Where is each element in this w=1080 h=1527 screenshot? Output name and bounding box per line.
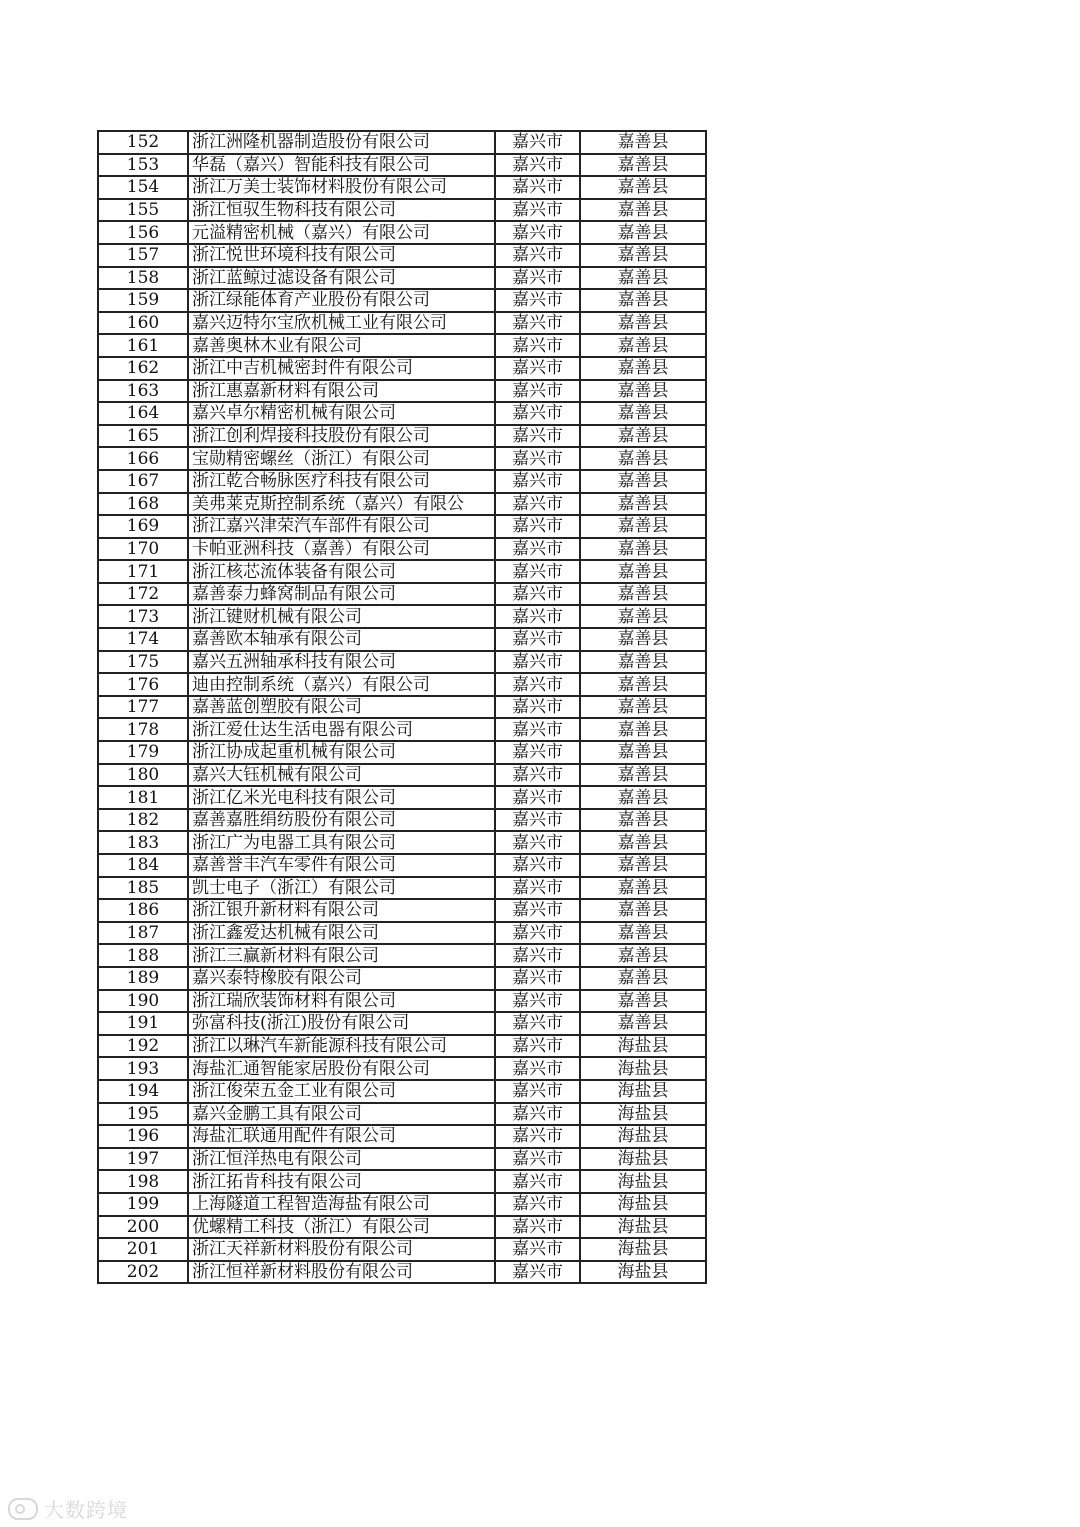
table-row bbox=[98, 402, 706, 425]
county-name-cell: 嘉善县 bbox=[580, 402, 706, 425]
company-list-table bbox=[97, 130, 707, 1284]
company-name-cell: 浙江绿能体育产业股份有限公司 bbox=[188, 289, 495, 312]
county-name-cell: 嘉善县 bbox=[580, 312, 706, 335]
company-name-cell: 嘉善泰力蜂窝制品有限公司 bbox=[188, 583, 495, 606]
company-name-cell: 嘉善誉丰汽车零件有限公司 bbox=[188, 854, 495, 877]
company-name-cell: 宝勋精密螺丝（浙江）有限公司 bbox=[188, 447, 495, 470]
county-name-cell: 嘉善县 bbox=[580, 967, 706, 990]
company-name-cell: 浙江中吉机械密封件有限公司 bbox=[188, 357, 495, 380]
county-name-cell: 海盐县 bbox=[580, 1238, 706, 1261]
county-name-cell: 嘉善县 bbox=[580, 786, 706, 809]
city-name-cell: 嘉兴市 bbox=[495, 425, 580, 448]
row-number-cell: 159 bbox=[98, 289, 188, 312]
county-name-cell: 嘉善县 bbox=[580, 470, 706, 493]
row-number-cell: 178 bbox=[98, 718, 188, 741]
row-number-cell: 172 bbox=[98, 583, 188, 606]
row-number-cell: 177 bbox=[98, 696, 188, 719]
city-name-cell: 嘉兴市 bbox=[495, 493, 580, 516]
table-row bbox=[98, 1103, 706, 1126]
table-row bbox=[98, 380, 706, 403]
city-name-cell: 嘉兴市 bbox=[495, 741, 580, 764]
county-name-cell: 海盐县 bbox=[580, 1103, 706, 1126]
county-name-cell: 海盐县 bbox=[580, 1170, 706, 1193]
city-name-cell: 嘉兴市 bbox=[495, 1012, 580, 1035]
city-name-cell: 嘉兴市 bbox=[495, 244, 580, 267]
county-name-cell: 海盐县 bbox=[580, 1080, 706, 1103]
city-name-cell: 嘉兴市 bbox=[495, 944, 580, 967]
table-row bbox=[98, 131, 706, 154]
company-name-cell: 海盐汇联通用配件有限公司 bbox=[188, 1125, 495, 1148]
table-row bbox=[98, 854, 706, 877]
company-name-cell: 浙江洲隆机器制造股份有限公司 bbox=[188, 131, 495, 154]
row-number-cell: 190 bbox=[98, 990, 188, 1013]
company-name-cell: 浙江三赢新材料有限公司 bbox=[188, 944, 495, 967]
city-name-cell: 嘉兴市 bbox=[495, 696, 580, 719]
table-row bbox=[98, 1080, 706, 1103]
company-name-cell: 嘉兴大钰机械有限公司 bbox=[188, 764, 495, 787]
row-number-cell: 161 bbox=[98, 334, 188, 357]
row-number-cell: 163 bbox=[98, 380, 188, 403]
row-number-cell: 176 bbox=[98, 673, 188, 696]
row-number-cell: 155 bbox=[98, 199, 188, 222]
company-name-cell: 凯士电子（浙江）有限公司 bbox=[188, 877, 495, 900]
city-name-cell: 嘉兴市 bbox=[495, 447, 580, 470]
county-name-cell: 嘉善县 bbox=[580, 425, 706, 448]
county-name-cell: 嘉善县 bbox=[580, 267, 706, 290]
city-name-cell: 嘉兴市 bbox=[495, 154, 580, 177]
row-number-cell: 202 bbox=[98, 1261, 188, 1284]
county-name-cell: 嘉善县 bbox=[580, 176, 706, 199]
table-row bbox=[98, 1238, 706, 1261]
table-row bbox=[98, 470, 706, 493]
city-name-cell: 嘉兴市 bbox=[495, 380, 580, 403]
table-row bbox=[98, 493, 706, 516]
city-name-cell: 嘉兴市 bbox=[495, 1080, 580, 1103]
county-name-cell: 嘉善县 bbox=[580, 131, 706, 154]
city-name-cell: 嘉兴市 bbox=[495, 176, 580, 199]
county-name-cell: 嘉善县 bbox=[580, 154, 706, 177]
city-name-cell: 嘉兴市 bbox=[495, 854, 580, 877]
company-name-cell: 浙江爱仕达生活电器有限公司 bbox=[188, 718, 495, 741]
row-number-cell: 175 bbox=[98, 651, 188, 674]
county-name-cell: 海盐县 bbox=[580, 1057, 706, 1080]
city-name-cell: 嘉兴市 bbox=[495, 967, 580, 990]
city-name-cell: 嘉兴市 bbox=[495, 651, 580, 674]
city-name-cell: 嘉兴市 bbox=[495, 357, 580, 380]
table-row bbox=[98, 1170, 706, 1193]
company-name-cell: 迪由控制系统（嘉兴）有限公司 bbox=[188, 673, 495, 696]
table-row bbox=[98, 267, 706, 290]
row-number-cell: 200 bbox=[98, 1216, 188, 1239]
table-row bbox=[98, 357, 706, 380]
company-name-cell: 弥富科技(浙江)股份有限公司 bbox=[188, 1012, 495, 1035]
city-name-cell: 嘉兴市 bbox=[495, 718, 580, 741]
row-number-cell: 174 bbox=[98, 628, 188, 651]
table-row bbox=[98, 718, 706, 741]
city-name-cell: 嘉兴市 bbox=[495, 267, 580, 290]
company-name-cell: 嘉善嘉胜绢纺股份有限公司 bbox=[188, 809, 495, 832]
county-name-cell: 嘉善县 bbox=[580, 515, 706, 538]
company-name-cell: 浙江乾合畅脉医疗科技有限公司 bbox=[188, 470, 495, 493]
table-body bbox=[98, 131, 706, 1283]
county-name-cell: 海盐县 bbox=[580, 1193, 706, 1216]
county-name-cell: 嘉善县 bbox=[580, 605, 706, 628]
row-number-cell: 164 bbox=[98, 402, 188, 425]
city-name-cell: 嘉兴市 bbox=[495, 877, 580, 900]
row-number-cell: 194 bbox=[98, 1080, 188, 1103]
county-name-cell: 嘉善县 bbox=[580, 199, 706, 222]
company-name-cell: 浙江俊荣五金工业有限公司 bbox=[188, 1080, 495, 1103]
row-number-cell: 193 bbox=[98, 1057, 188, 1080]
company-name-cell: 浙江以琳汽车新能源科技有限公司 bbox=[188, 1035, 495, 1058]
table-row bbox=[98, 199, 706, 222]
county-name-cell: 海盐县 bbox=[580, 1216, 706, 1239]
city-name-cell: 嘉兴市 bbox=[495, 1238, 580, 1261]
company-name-cell: 浙江惠嘉新材料有限公司 bbox=[188, 380, 495, 403]
table-row bbox=[98, 764, 706, 787]
table-row bbox=[98, 538, 706, 561]
county-name-cell: 嘉善县 bbox=[580, 357, 706, 380]
table-row bbox=[98, 809, 706, 832]
table-row bbox=[98, 1057, 706, 1080]
table-row bbox=[98, 786, 706, 809]
row-number-cell: 152 bbox=[98, 131, 188, 154]
company-name-cell: 嘉兴卓尔精密机械有限公司 bbox=[188, 402, 495, 425]
row-number-cell: 171 bbox=[98, 560, 188, 583]
city-name-cell: 嘉兴市 bbox=[495, 583, 580, 606]
city-name-cell: 嘉兴市 bbox=[495, 1216, 580, 1239]
company-name-cell: 浙江创利焊接科技股份有限公司 bbox=[188, 425, 495, 448]
watermark bbox=[8, 1494, 128, 1523]
company-name-cell: 浙江恒洋热电有限公司 bbox=[188, 1148, 495, 1171]
table-row bbox=[98, 673, 706, 696]
row-number-cell: 198 bbox=[98, 1170, 188, 1193]
row-number-cell: 187 bbox=[98, 922, 188, 945]
company-name-cell: 嘉兴迈特尔宝欣机械工业有限公司 bbox=[188, 312, 495, 335]
city-name-cell: 嘉兴市 bbox=[495, 221, 580, 244]
county-name-cell: 嘉善县 bbox=[580, 538, 706, 561]
row-number-cell: 197 bbox=[98, 1148, 188, 1171]
table-row bbox=[98, 1261, 706, 1284]
row-number-cell: 184 bbox=[98, 854, 188, 877]
row-number-cell: 192 bbox=[98, 1035, 188, 1058]
table-row bbox=[98, 221, 706, 244]
city-name-cell: 嘉兴市 bbox=[495, 1035, 580, 1058]
row-number-cell: 196 bbox=[98, 1125, 188, 1148]
county-name-cell: 嘉善县 bbox=[580, 990, 706, 1013]
county-name-cell: 嘉善县 bbox=[580, 560, 706, 583]
table-row bbox=[98, 741, 706, 764]
company-name-cell: 浙江拓肯科技有限公司 bbox=[188, 1170, 495, 1193]
company-name-cell: 浙江亿米光电科技有限公司 bbox=[188, 786, 495, 809]
table-row bbox=[98, 899, 706, 922]
city-name-cell: 嘉兴市 bbox=[495, 199, 580, 222]
company-name-cell: 嘉兴泰特橡胶有限公司 bbox=[188, 967, 495, 990]
table-row bbox=[98, 628, 706, 651]
county-name-cell: 嘉善县 bbox=[580, 764, 706, 787]
company-name-cell: 嘉善奥林木业有限公司 bbox=[188, 334, 495, 357]
row-number-cell: 158 bbox=[98, 267, 188, 290]
row-number-cell: 154 bbox=[98, 176, 188, 199]
table-row bbox=[98, 1148, 706, 1171]
city-name-cell: 嘉兴市 bbox=[495, 312, 580, 335]
row-number-cell: 183 bbox=[98, 831, 188, 854]
table-row bbox=[98, 967, 706, 990]
row-number-cell: 169 bbox=[98, 515, 188, 538]
county-name-cell: 嘉善县 bbox=[580, 334, 706, 357]
table-row bbox=[98, 990, 706, 1013]
table-row bbox=[98, 515, 706, 538]
row-number-cell: 199 bbox=[98, 1193, 188, 1216]
company-name-cell: 浙江核芯流体装备有限公司 bbox=[188, 560, 495, 583]
company-name-cell: 浙江瑞欣装饰材料有限公司 bbox=[188, 990, 495, 1013]
county-name-cell: 嘉善县 bbox=[580, 696, 706, 719]
company-name-cell: 浙江天祥新材料股份有限公司 bbox=[188, 1238, 495, 1261]
row-number-cell: 182 bbox=[98, 809, 188, 832]
table-row bbox=[98, 312, 706, 335]
table-row bbox=[98, 1216, 706, 1239]
table-row bbox=[98, 651, 706, 674]
city-name-cell: 嘉兴市 bbox=[495, 289, 580, 312]
city-name-cell: 嘉兴市 bbox=[495, 402, 580, 425]
county-name-cell: 嘉善县 bbox=[580, 380, 706, 403]
company-name-cell: 浙江蓝鲸过滤设备有限公司 bbox=[188, 267, 495, 290]
row-number-cell: 162 bbox=[98, 357, 188, 380]
row-number-cell: 160 bbox=[98, 312, 188, 335]
county-name-cell: 嘉善县 bbox=[580, 1012, 706, 1035]
county-name-cell: 嘉善县 bbox=[580, 583, 706, 606]
row-number-cell: 173 bbox=[98, 605, 188, 628]
company-name-cell: 上海隧道工程智造海盐有限公司 bbox=[188, 1193, 495, 1216]
county-name-cell: 嘉善县 bbox=[580, 651, 706, 674]
city-name-cell: 嘉兴市 bbox=[495, 809, 580, 832]
county-name-cell: 嘉善县 bbox=[580, 244, 706, 267]
city-name-cell: 嘉兴市 bbox=[495, 922, 580, 945]
table-row bbox=[98, 1012, 706, 1035]
county-name-cell: 嘉善县 bbox=[580, 877, 706, 900]
county-name-cell: 嘉善县 bbox=[580, 447, 706, 470]
county-name-cell: 嘉善县 bbox=[580, 673, 706, 696]
county-name-cell: 海盐县 bbox=[580, 1035, 706, 1058]
row-number-cell: 165 bbox=[98, 425, 188, 448]
table-row bbox=[98, 334, 706, 357]
county-name-cell: 嘉善县 bbox=[580, 922, 706, 945]
company-name-cell: 浙江恒驭生物科技有限公司 bbox=[188, 199, 495, 222]
county-name-cell: 海盐县 bbox=[580, 1148, 706, 1171]
county-name-cell: 嘉善县 bbox=[580, 741, 706, 764]
table-row bbox=[98, 1193, 706, 1216]
row-number-cell: 167 bbox=[98, 470, 188, 493]
wechat-logo-icon bbox=[8, 1498, 38, 1520]
table-row bbox=[98, 244, 706, 267]
row-number-cell: 191 bbox=[98, 1012, 188, 1035]
table-row bbox=[98, 877, 706, 900]
city-name-cell: 嘉兴市 bbox=[495, 470, 580, 493]
county-name-cell: 嘉善县 bbox=[580, 944, 706, 967]
company-name-cell: 卡帕亚洲科技（嘉善）有限公司 bbox=[188, 538, 495, 561]
row-number-cell: 185 bbox=[98, 877, 188, 900]
city-name-cell: 嘉兴市 bbox=[495, 605, 580, 628]
city-name-cell: 嘉兴市 bbox=[495, 131, 580, 154]
county-name-cell: 嘉善县 bbox=[580, 831, 706, 854]
table-row bbox=[98, 831, 706, 854]
city-name-cell: 嘉兴市 bbox=[495, 628, 580, 651]
row-number-cell: 170 bbox=[98, 538, 188, 561]
table-row bbox=[98, 696, 706, 719]
county-name-cell: 嘉善县 bbox=[580, 718, 706, 741]
company-name-cell: 浙江广为电器工具有限公司 bbox=[188, 831, 495, 854]
row-number-cell: 168 bbox=[98, 493, 188, 516]
company-name-cell: 海盐汇通智能家居股份有限公司 bbox=[188, 1057, 495, 1080]
watermark-text: 大数跨境 bbox=[44, 1498, 128, 1522]
company-name-cell: 浙江鑫爱达机械有限公司 bbox=[188, 922, 495, 945]
city-name-cell: 嘉兴市 bbox=[495, 538, 580, 561]
city-name-cell: 嘉兴市 bbox=[495, 831, 580, 854]
county-name-cell: 嘉善县 bbox=[580, 221, 706, 244]
city-name-cell: 嘉兴市 bbox=[495, 1057, 580, 1080]
row-number-cell: 201 bbox=[98, 1238, 188, 1261]
company-name-cell: 优螺精工科技（浙江）有限公司 bbox=[188, 1216, 495, 1239]
table-row bbox=[98, 154, 706, 177]
company-name-cell: 嘉兴五洲轴承科技有限公司 bbox=[188, 651, 495, 674]
company-name-cell: 华磊（嘉兴）智能科技有限公司 bbox=[188, 154, 495, 177]
row-number-cell: 195 bbox=[98, 1103, 188, 1126]
city-name-cell: 嘉兴市 bbox=[495, 899, 580, 922]
table-row bbox=[98, 1125, 706, 1148]
table-row bbox=[98, 176, 706, 199]
company-name-cell: 浙江嘉兴津荣汽车部件有限公司 bbox=[188, 515, 495, 538]
county-name-cell: 嘉善县 bbox=[580, 854, 706, 877]
city-name-cell: 嘉兴市 bbox=[495, 786, 580, 809]
row-number-cell: 153 bbox=[98, 154, 188, 177]
table-row bbox=[98, 922, 706, 945]
company-name-cell: 美弗莱克斯控制系统（嘉兴）有限公 bbox=[188, 493, 495, 516]
row-number-cell: 180 bbox=[98, 764, 188, 787]
city-name-cell: 嘉兴市 bbox=[495, 990, 580, 1013]
county-name-cell: 海盐县 bbox=[580, 1261, 706, 1284]
company-name-cell: 浙江万美士装饰材料股份有限公司 bbox=[188, 176, 495, 199]
table-row bbox=[98, 560, 706, 583]
table-row bbox=[98, 583, 706, 606]
row-number-cell: 181 bbox=[98, 786, 188, 809]
county-name-cell: 嘉善县 bbox=[580, 493, 706, 516]
company-name-cell: 浙江银升新材料有限公司 bbox=[188, 899, 495, 922]
row-number-cell: 188 bbox=[98, 944, 188, 967]
company-name-cell: 浙江悦世环境科技有限公司 bbox=[188, 244, 495, 267]
county-name-cell: 海盐县 bbox=[580, 1125, 706, 1148]
table-row bbox=[98, 425, 706, 448]
county-name-cell: 嘉善县 bbox=[580, 628, 706, 651]
company-name-cell: 嘉善蓝创塑胶有限公司 bbox=[188, 696, 495, 719]
city-name-cell: 嘉兴市 bbox=[495, 1193, 580, 1216]
city-name-cell: 嘉兴市 bbox=[495, 515, 580, 538]
company-name-cell: 浙江协成起重机械有限公司 bbox=[188, 741, 495, 764]
company-name-cell: 浙江恒祥新材料股份有限公司 bbox=[188, 1261, 495, 1284]
row-number-cell: 186 bbox=[98, 899, 188, 922]
table-row bbox=[98, 1035, 706, 1058]
table-row bbox=[98, 605, 706, 628]
company-name-cell: 嘉兴金鹏工具有限公司 bbox=[188, 1103, 495, 1126]
row-number-cell: 156 bbox=[98, 221, 188, 244]
city-name-cell: 嘉兴市 bbox=[495, 1148, 580, 1171]
table-row bbox=[98, 944, 706, 967]
row-number-cell: 189 bbox=[98, 967, 188, 990]
city-name-cell: 嘉兴市 bbox=[495, 764, 580, 787]
row-number-cell: 157 bbox=[98, 244, 188, 267]
county-name-cell: 嘉善县 bbox=[580, 899, 706, 922]
company-name-cell: 浙江键财机械有限公司 bbox=[188, 605, 495, 628]
city-name-cell: 嘉兴市 bbox=[495, 1170, 580, 1193]
row-number-cell: 166 bbox=[98, 447, 188, 470]
county-name-cell: 嘉善县 bbox=[580, 289, 706, 312]
row-number-cell: 179 bbox=[98, 741, 188, 764]
city-name-cell: 嘉兴市 bbox=[495, 1125, 580, 1148]
county-name-cell: 嘉善县 bbox=[580, 809, 706, 832]
company-name-cell: 嘉善欧本轴承有限公司 bbox=[188, 628, 495, 651]
company-name-cell: 元溢精密机械（嘉兴）有限公司 bbox=[188, 221, 495, 244]
city-name-cell: 嘉兴市 bbox=[495, 1261, 580, 1284]
city-name-cell: 嘉兴市 bbox=[495, 334, 580, 357]
city-name-cell: 嘉兴市 bbox=[495, 673, 580, 696]
table-row bbox=[98, 447, 706, 470]
table-row bbox=[98, 289, 706, 312]
city-name-cell: 嘉兴市 bbox=[495, 1103, 580, 1126]
city-name-cell: 嘉兴市 bbox=[495, 560, 580, 583]
